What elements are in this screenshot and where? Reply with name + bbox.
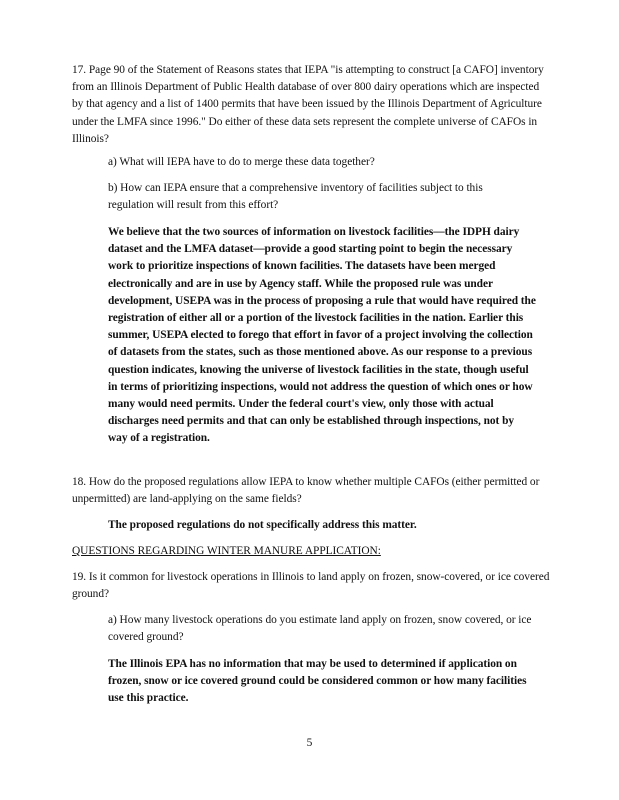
question-17b: b) How can IEPA ensure that a comprehensive inventory of facilities subject to this regulation will result from this effort? (108, 182, 483, 212)
answer-18: The proposed regulations do not specifically address this matter. (108, 519, 417, 531)
answer-19: The Illinois EPA has no information that may be used to determined if application on frozen, snow or ice covered ground could be considered common or how many facilities use this practice. (108, 658, 527, 705)
question-17a: a) What will IEPA have to do to merge these data together? (108, 156, 375, 168)
question-18: 18. How do the proposed regulations allow IEPA to know whether multiple CAFOs (either permitted or unpermitted) are land-applying on the same fields? (72, 476, 540, 506)
section-heading-winter-manure: QUESTIONS REGARDING WINTER MANURE APPLICATION: (72, 545, 381, 557)
question-19a: a) How many livestock operations do you estimate land apply on frozen, snow covered, or ice covered ground? (108, 614, 532, 644)
question-17: 17. Page 90 of the Statement of Reasons states that IEPA "is attempting to construct [a CAFO] inventory from an Illinois Department of Public Health database of over 800 dairy operations which are inspected by that agency and a list of 1400 permits that have been issued by the Illinois Department of Agriculture under the LMFA since 1996." Do either of these data sets represent the complete universe of CAFOs in Illinois? (72, 64, 544, 145)
question-19: 19. Is it common for livestock operations in Illinois to land apply on frozen, snow-covered, or ice covered ground? (72, 571, 550, 601)
answer-17: We believe that the two sources of information on livestock facilities—the IDPH dairy dataset and the LMFA dataset—provide a good starting point to begin the necessary work to prioritize inspections of known facilities. The datasets have been merged electronically and are in use by Agency staff. While the proposed rule was under development, USEPA was in the process of proposing a rule that would have required the registration of either all or a portion of the livestock facilities in the nation. Earlier this summer, USEPA elected to forego that effort in favor of a project involving the collection of datasets from the states, such as those mentioned above. As our response to a previous question indicates, knowing the universe of livestock facilities in the state, though useful in terms of prioritizing inspections, would not address the question of which ones or how many would need permits. Under the federal court's view, only those with actual discharges need permits and that can only be established through inspections, not by way of a registration. (108, 226, 536, 445)
page-number: 5 (306, 737, 313, 749)
